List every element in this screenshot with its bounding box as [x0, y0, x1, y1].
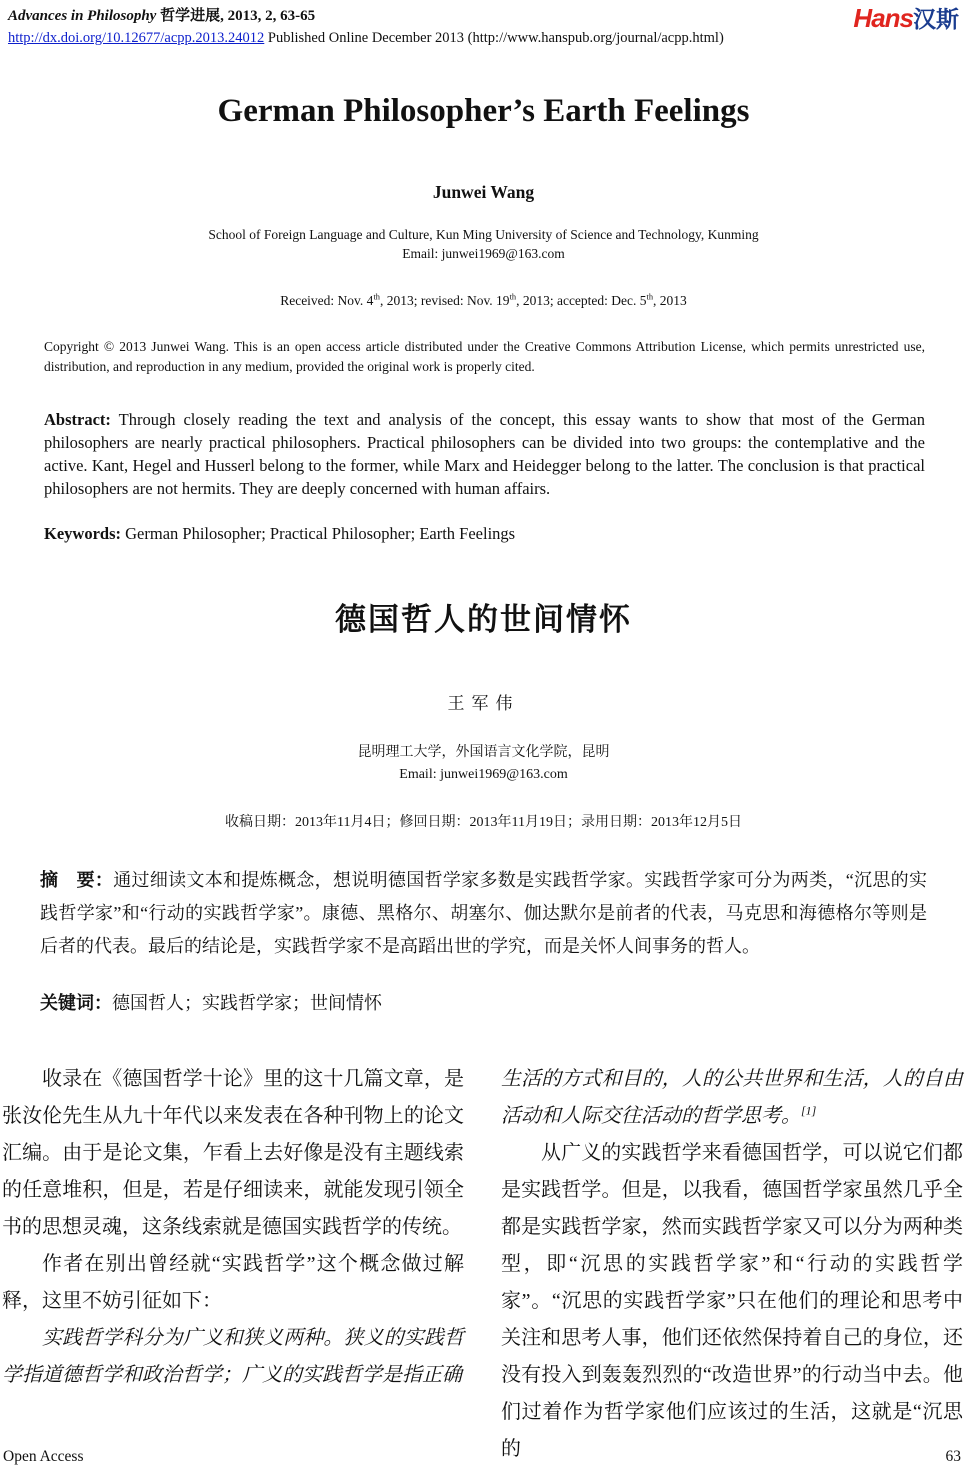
body-column-left [2, 1061, 464, 1468]
page-footer [0, 1448, 967, 1466]
journal-name-cn: 哲学进展, 2013, 2, 63-65 [156, 8, 316, 24]
received-line-cn: 收稿日期：2013年11月4日；修回日期：2013年11月19日；录用日期：2013年12月5日 [225, 815, 742, 830]
open-access-label: Open Access [3, 1448, 84, 1465]
ordinal-suffix: th [509, 292, 517, 302]
journal-name-en: Advances in Philosophy [8, 8, 157, 24]
affiliation-block-cn [0, 742, 967, 786]
keywords-cn [40, 989, 927, 1015]
paper-title-cn: 德国哲人的世间情怀 [335, 602, 632, 637]
journal-info [8, 5, 724, 49]
reference-marker: [1] [801, 1103, 817, 1118]
journal-title-line [8, 5, 724, 27]
keywords-label-en: Keywords: [44, 524, 121, 543]
paragraph: 从广义的实践哲学来看德国哲学，可以说它们都是实践哲学。但是，以我看，德国哲学家虽然几乎全都是实践哲学家，然而实践哲学家又可以分为两种类型，即“沉思的实践哲学家”和“行动的实践哲学家”。“沉思的实践哲学家”只在他们的理论和思考中关注和思考人事，他们还依然保持着自己的身位，还没有投入到轰轰烈烈的“改造世界”的行动当中去。他们过着作为哲学家他们应该过的生活，这就是“沉思的 [501, 1142, 963, 1460]
keywords-label-cn: 关键词： [40, 993, 112, 1013]
abstract-text-en: Through closely reading the text and analysis of the concept, this essay wants to show that most of the German philosophers are nearly practical philosophers. Practical philosophers can be divided into two groups: the contemplative and the active. Kant, Hegel and Husserl belong to the former, while Marx and Heidegger belong to the latter. The conclusion is that practical philosophers are not hermits. They are deeply concerned with human affairs. [44, 410, 925, 498]
author-en: Junwei Wang [432, 182, 535, 202]
hans-logo [853, 5, 961, 36]
paper-title-en: German Philosopher’s Earth Feelings [217, 93, 750, 129]
paragraph: 作者在别出曾经就“实践哲学”这个概念做过解释，这里不妨引征如下： [2, 1253, 464, 1312]
quote-text: 生活的方式和目的，人的公共世界和生活，人的自由活动和人际交往活动的哲学思考。 [501, 1068, 963, 1127]
published-online-text: Published Online December 2013 (http://www.hanspub.org/journal/acpp.html) [264, 30, 724, 46]
page-header [0, 0, 967, 49]
abstract-en [44, 408, 925, 500]
quoted-paragraph-continued [501, 1061, 963, 1135]
quoted-paragraph: 实践哲学科分为广义和狭义两种。狭义的实践哲学指道德哲学和政治哲学；广义的实践哲学是指正确 [2, 1327, 464, 1386]
doi-line [8, 27, 724, 49]
affiliation-block-en [0, 225, 967, 263]
affiliation-en: School of Foreign Language and Culture, Kun Ming University of Science and Technology, Kunming [208, 227, 759, 242]
copyright-text: Copyright © 2013 Junwei Wang. This is an open access article distributed under the Creative Commons Attribution License, which permits unrestricted use, distribution, and reproduction in any medium, provided the original work is properly cited. [44, 339, 925, 374]
received-line-en [0, 293, 967, 309]
paragraph: 收录在《德国哲学十论》里的这十几篇文章，是张汝伦先生从九十年代以来发表在各种刊物上的论文汇编。由于是论文集，乍看上去好像是没有主题线索的任意堆积，但是，若是仔细读来，就能发现引领全书的思想灵魂，这条线索就是德国实践哲学的传统。 [2, 1068, 464, 1238]
body-columns [2, 1061, 963, 1468]
keywords-en [44, 524, 925, 544]
keywords-text-cn: 德国哲人；实践哲学家；世间情怀 [112, 993, 382, 1013]
hans-logo-cn: 汉斯 [913, 6, 959, 32]
keywords-text-en: German Philosopher; Practical Philosopher; Earth Feelings [121, 524, 516, 543]
page-number: 63 [945, 1448, 961, 1465]
hans-logo-en: Hans [853, 3, 913, 33]
received-segment: , 2013; revised: Nov. 19 [379, 293, 510, 308]
doi-link[interactable]: http://dx.doi.org/10.12677/acpp.2013.24012 [8, 30, 265, 46]
email-en: Email: junwei1969@163.com [402, 246, 565, 261]
abstract-label-cn: 摘 要： [40, 870, 114, 890]
body-column-right [501, 1061, 963, 1468]
abstract-text-cn: 通过细读文本和提炼概念，想说明德国哲学家多数是实践哲学家。实践哲学家可分为两类，“沉思的实践哲学家”和“行动的实践哲学家”。康德、黑格尔、胡塞尔、伽达默尔是前者的代表，马克思和海德格尔等则是后者的代表。最后的结论是，实践哲学家不是高蹈出世的学究，而是关怀人间事务的哲人。 [40, 870, 927, 956]
received-segment: , 2013; accepted: Dec. 5 [516, 293, 647, 308]
ordinal-suffix: th [646, 292, 654, 302]
affiliation-cn: 昆明理工大学，外国语言文化学院，昆明 [357, 745, 610, 760]
ordinal-suffix: th [373, 292, 380, 302]
email-cn: Email: junwei1969@163.com [399, 767, 568, 782]
author-cn: 王军伟 [447, 694, 520, 713]
abstract-cn [40, 864, 927, 963]
received-segment: Received: Nov. 4 [280, 293, 374, 308]
abstract-label-en: Abstract: [44, 410, 111, 429]
received-segment: , 2013 [653, 293, 687, 308]
